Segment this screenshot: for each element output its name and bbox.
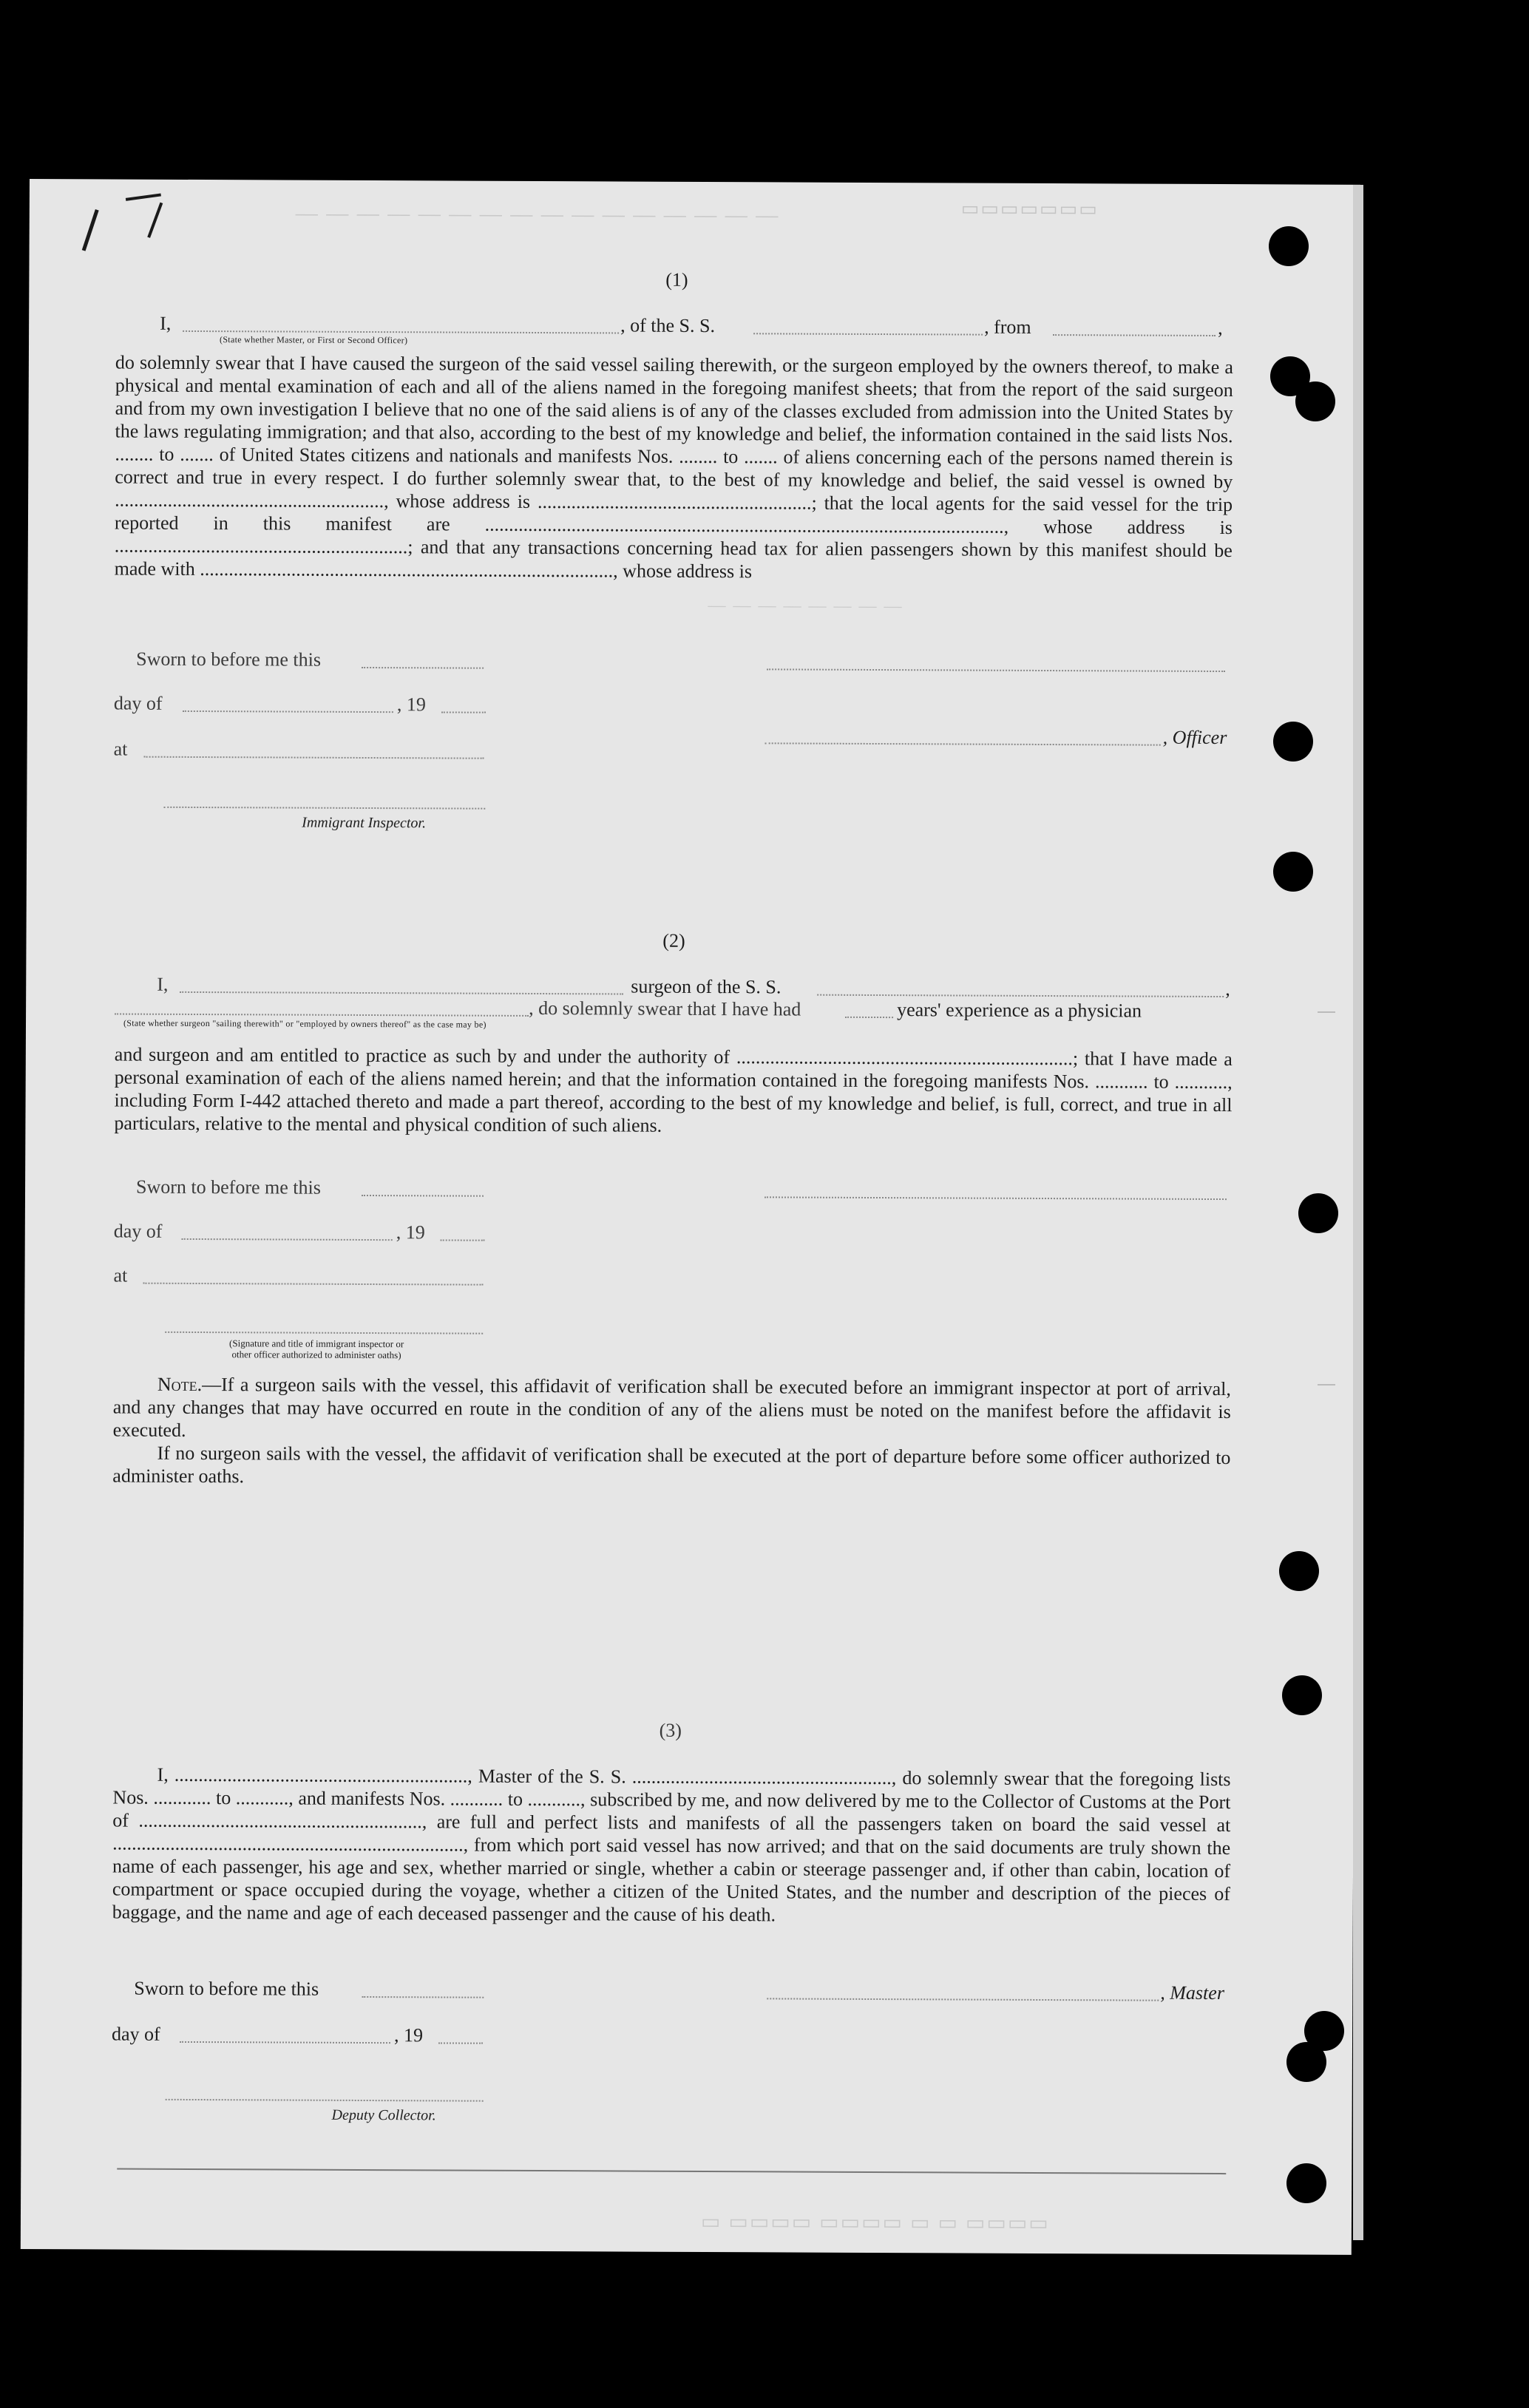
section-2-years-line [845,1017,893,1018]
bleed-through-footer: ▭ ▭▭▭▭ ▭▭▭▭ ▭ ▭ ▭▭▭▭ [700,2210,1050,2236]
section-3-day-line [180,2041,390,2044]
margin-dash [1318,1384,1335,1386]
section-2-signature-note [172,1337,461,1361]
punch-hole [1273,722,1313,762]
section-2-year: , 19 [396,1221,425,1244]
section-2-day-line [182,1238,393,1241]
section-1-from-line [1053,334,1216,336]
section-1-sworn-line [362,667,484,669]
section-1-from: , from [984,316,1031,338]
section-2-day-of: day of [113,1220,163,1242]
section-3-master-line [767,1998,1159,2001]
section-1-body: do solemnly swear that I have caused the surgeon of the said vessel sailing therewith, or the surgeon employed by the owners thereof, to make a physical and mental examination of each and all of the aliens named in the foregoing manifest sheets; that from the report of the said surgeon and from my own investigation I believe that no one of the said aliens is of any of the classes excluded from admission into the United States by the laws regulating immigration; and that also, according to the best of my knowledge and belief, the information contained in the said lists Nos. ........ to ....... of United States citizens and nationals and manifests Nos. ........ to ....... of aliens concerning each of the persons named therein is correct and true in every respect. I do further solemnly swear that, to the best of my knowledge and belief, the said vessel is owned by ........................................................, whose address is .........................................................; that the local agents for the said vessel for the trip reported in this manifest are ............................................................................................................, whose address is .............................................................; and that any transactions concerning head tax for alien passengers shown by this manifest should be made with ......................................................................................, whose address is [114,351,1233,583]
section-1-number: (1) [665,268,688,291]
note-paragraph-2: If no surgeon sails with the vessel, the affidavit of verification shall be executed at the port of departure before some officer authorized to administer oaths. [112,1442,1231,1488]
section-1-year-line [441,711,486,713]
section-2-surgeon-line [180,991,623,995]
section-1-day-of: day of [113,692,163,714]
section-2-swear: , do solemnly swear that I have had [529,997,801,1020]
punch-hole [1279,1551,1319,1591]
handwritten-mark-3 [147,203,163,238]
sheet-edge [1353,185,1363,2240]
punch-hole [1298,1193,1338,1233]
bottom-rule [117,2168,1226,2175]
punch-hole [1286,2163,1326,2203]
section-2-sworn: Sworn to before me this [135,1176,321,1198]
section-1-day-line [183,710,393,713]
section-2-inspector-line [165,1332,483,1334]
section-2-note [112,1373,1231,1493]
section-2-signature-line [764,1196,1227,1200]
section-1-year: , 19 [396,693,426,716]
note-label: Note. [157,1373,203,1396]
handwritten-mark [82,209,99,251]
section-3-day-of: day of [111,2023,160,2045]
section-1-comma: , [1218,317,1223,339]
section-1-sworn: Sworn to before me this [136,648,322,671]
section-2-sworn-line [362,1195,484,1197]
punch-hole [1269,226,1309,266]
note-paragraph-1 [113,1373,1231,1447]
section-3-deputy: Deputy Collector. [331,2106,436,2124]
section-1-officer-note: (State whether Master, or First or Second Officer) [220,334,408,346]
section-1-inspector: Immigrant Inspector. [302,814,427,832]
section-2-at: at [113,1264,128,1286]
document-sheet [21,179,1360,2255]
section-1-inspector-line [163,807,485,810]
punch-hole [1295,381,1335,421]
punch-hole [1273,852,1313,892]
section-2-vessel-line [817,994,1224,997]
handwritten-mark-2 [126,193,161,200]
section-2-body: and surgeon and am entitled to practice as such by and under the authority of ......................................................................; that I have made a personal examination of each of the aliens named herein; and that the information contained in the foregoing manifests Nos. ........... to ..........., including Form I-442 attached thereto and made a part thereof, according to the best of my knowledge and belief, is full, correct, and true in all particulars, relative to the mental and physical condition of such aliens. [114,1043,1233,1136]
section-3-year-line [438,2042,483,2044]
bleed-through-header: — — — — — — — — — — — — — — — — [295,200,780,228]
section-3-body: I, ............................................................., Master of the S. S. ......................................................, do solemnly swear that the foregoing lists Nos. ............ to ..........., and manifests Nos. ........... to ..........., subscribed by me, and now delivered by me to the Collector of Customs at the Port of ..........................................................., are full and perfect lists and manifests of all the passengers taken on board the said vessel at ........................................................................., from which port said vessel has now arrived; and that on the said documents are truly shown the name of each passenger, his age and sex, whether married or single, whether a cabin or steerage passenger and, if other than cabin, location of compartment or space occupied during the voyage, whether a citizen of the United States, and the number and description of the pieces of baggage, and the name and age of each deceased passenger and the cause of his death. [112,1763,1231,1926]
section-2-surgeon-of-ss: surgeon of the S. S. [631,975,782,998]
section-3-sworn: Sworn to before me this [134,1977,319,2000]
section-1-vessel-line [753,333,983,335]
section-2-number: (2) [662,929,685,952]
section-2-years: years' experience as a physician [897,999,1142,1022]
punch-hole [1286,2042,1326,2082]
section-3-sworn-line [362,1996,484,1998]
section-2-comma: , [1225,978,1230,1000]
section-1-officer-line [183,330,619,334]
margin-dash [1318,1011,1335,1013]
section-1-i: I, [160,312,172,334]
section-3-master: , Master [1160,1981,1225,2004]
section-1-at: at [113,738,128,760]
section-3-number: (3) [659,1719,682,1741]
bleed-through-stamp-2: — — — — — — — — [708,596,904,617]
section-3-deputy-line [166,2099,484,2102]
section-1-of-ss: , of the S. S. [620,314,716,337]
section-2-year-line [441,1239,485,1241]
punch-hole [1282,1675,1322,1715]
section-1-at-line [144,756,484,759]
section-2-i: I, [157,973,169,995]
note-text-1: —If a surgeon sails with the vessel, this affidavit of verification shall be executed before an immigrant inspector at port of arrival, and any changes that may have occurred en route in the condition of any of the aliens must be noted on the manifest before the affidavit is executed. [112,1374,1231,1441]
signature-note-line-2: other officer authorized to administer oaths) [231,1349,401,1361]
signature-note-line-1: (Signature and title of immigrant inspector or [229,1337,404,1350]
bleed-through-stamp: ▭▭▭▭▭▭▭ [960,197,1099,220]
section-2-at-line [143,1283,483,1286]
section-3-year: , 19 [393,2024,424,2046]
section-1-officer-signature-line [765,742,1161,745]
section-2-surgeon-note: (State whether surgeon "sailing therewith" or "employed by owners thereof" as the case may be) [123,1017,486,1030]
section-1-signature-line [767,668,1225,672]
section-1-officer: , Officer [1162,726,1227,749]
section-2-status-line [115,1014,529,1017]
